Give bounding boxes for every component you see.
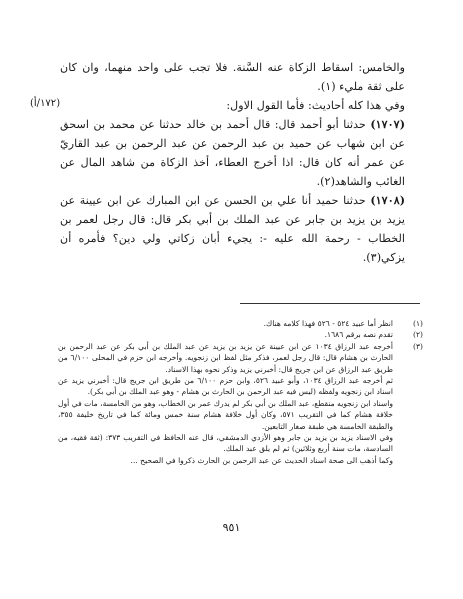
footnote-2 <box>58 329 423 340</box>
footnote-3-continuation: وكما أذهب الى صحة اسناد الحديث عن عبد الرحمن بن الحارث ذكروا في الصحيح ... <box>130 455 393 465</box>
footnote-number: (٣) <box>412 341 423 351</box>
footnote-separator <box>240 303 420 304</box>
main-text <box>60 58 405 267</box>
footnote-3-continuation: ثم أخرجه عبد الرزاق ١٠٣٤، وأبو عبيد ٥٢٦، وابن حزم ٦/١٠٠ من طريق ابن جريج قال: أخبرني يزيد عن اسناد ابن زنجويه ولفظه (ليس فيه عبد الرحمن بن الحارث بن هشام - وهو عبد الملك بن أبي بكر). <box>58 376 393 397</box>
footnote-3-continuation: وفي الاسناد يزيد بن يزيد بن جابر وهو الأزدي الدمشقي، قال عنه الحافظ في التقريب ٣٧٣: (ثقة فقيه، من السادسة، مات سنة أربع وثلاثين) ثم لم يلق عبد الملك. <box>58 433 393 454</box>
hadith-number: (١٧٠٧) <box>370 117 405 131</box>
hadith-1708 <box>60 191 405 267</box>
footnote-text: أخرجه عبد الرزاق ١٠٣٤ عن ابن عيينة عن يزيد بن يزيد عن عبد الملك بن أبي بكر عن عبد الرحمن بن الحارث بن هشام قال: قال رجل لعمر، فذكر مثل لفظ ابن زنجويه. وأخرجه ابن حزم في المحلى ٦/١٠٠ من طريق عبد الرزاق عن ابن جريج قال: أخبرني يزيد وذكر نحوه بهذا الاسناد. <box>58 341 394 374</box>
footnote-3-continuation: واسناد ابن زنجويه منقطع، عبد الملك بن أبي بكر لم يدرك عمر بن الخطاب، وهو من الخامسة، مات في أول خلافة هشام كما في التقريب ٥٧١، وكان أول خلافة هشام سنة خمس ومائة كما في تاريخ خليفة ٣٥٥، والطبقة الخامسة هي طبقة صغار التابعين. <box>58 398 393 431</box>
manuscript-folio-reference: (١٧٢/أ) <box>30 98 61 109</box>
footnote-text: تقدم نصه برقم ١٦٨٦. <box>324 330 393 340</box>
footnote-3 <box>58 341 423 375</box>
paragraph-fifth-opinion: والخامس: اسقاط الزكاة عنه السَّنة. فلا تجب على واحد منهما، وان كان على ثقة مليء (١). <box>60 61 405 93</box>
page-number: ٩٥١ <box>222 521 241 534</box>
footnotes <box>58 318 423 466</box>
hadith-1707 <box>60 115 405 191</box>
footnote-number: (١) <box>412 319 423 328</box>
paragraph-hadiths-intro: وفي هذا كله أحاديث: فأما القول الاول: <box>226 99 405 112</box>
hadith-number: (١٧٠٨) <box>370 193 406 207</box>
hadith-text: حدثنا حميد أنا علي بن الحسن عن ابن المبارك عن ابن عيينة عن يزيد بن يزيد بن جابر عن عبد الملك بن أبي بكر قال: قال رجل لعمر بن الخطاب - رحمة الله عليه -: يجيء أبان زكاتي ولي دين؟ فأمره أن يزكي(٣). <box>60 194 405 264</box>
footnote-number: (٢) <box>412 330 423 340</box>
footnote-1 <box>58 318 423 329</box>
footnote-text: انظر أما عبيد ٥٢٤ - ٥٢٦ فهذا كلامه هناك. <box>263 319 393 328</box>
hadith-text: حدثنا أبو أحمد قال: قال أحمد بن خالد حدثنا عن محمد بن اسحق عن ابن شهاب عن حميد بن عبد الرحمن عن عبد الرحمن بن عبد القاريّ عن عمر أنه كان قال: اذا أخرج العطاء، أخذ الزكاة من شاهد المال عن الغائب والشاهد(٢). <box>60 118 405 188</box>
